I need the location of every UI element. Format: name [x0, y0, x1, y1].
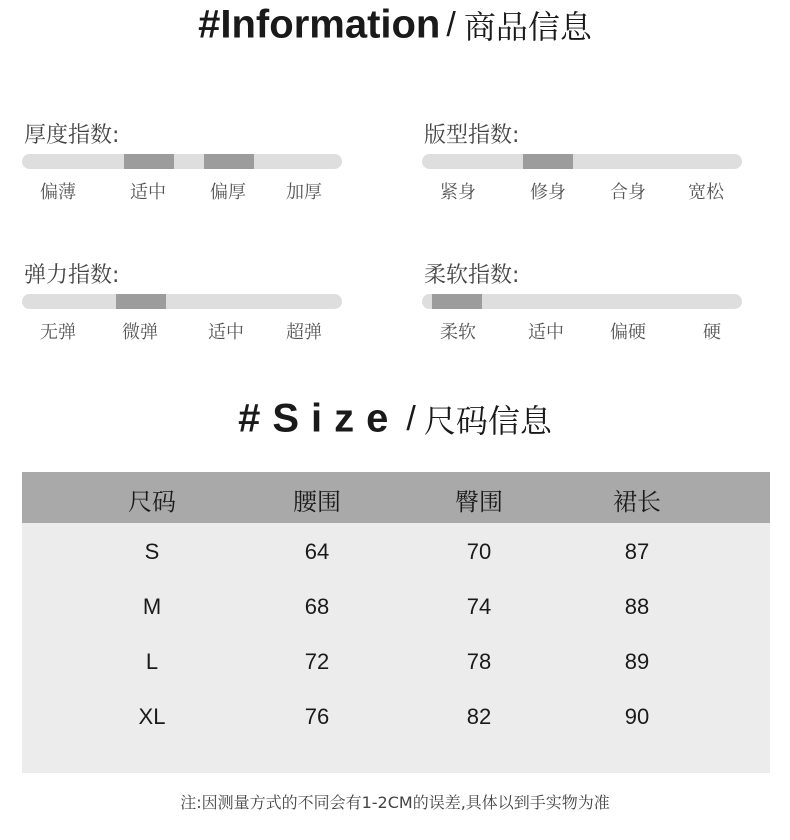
indicator-selected-segment [523, 154, 573, 169]
table-cell: 72 [304, 649, 330, 674]
indicator-label: 柔软指数: [424, 263, 520, 288]
indicator-track [422, 294, 742, 309]
indicator-selected-segment [432, 294, 482, 309]
indicator-selected-segment [204, 154, 254, 169]
header-cell-waist: 腰围 [293, 488, 341, 516]
indicator-option: 修身 [530, 182, 566, 203]
indicator-selected-segment [116, 294, 166, 309]
table-cell: 87 [624, 539, 650, 564]
measurement-note: 注:因测量方式的不同会有1-2CM的误差,具体以到手实物为准 [180, 793, 610, 812]
indicator-option: 合身 [610, 182, 646, 203]
table-cell: S [144, 539, 160, 564]
table-cell: M [142, 594, 162, 619]
indicator-options [22, 178, 342, 202]
information-title-en: #Information [198, 2, 441, 47]
information-title [0, 2, 790, 52]
size-title [0, 396, 790, 446]
indicator-option: 紧身 [440, 182, 476, 203]
indicator-option: 微弹 [122, 322, 158, 343]
size-title-cn: 尺码信息 [423, 402, 552, 440]
indicator-option: 超弹 [286, 322, 322, 343]
indicator-track [22, 294, 342, 309]
indicator-selected-segment [124, 154, 174, 169]
size-table [22, 472, 770, 773]
table-cell: 82 [466, 704, 492, 729]
indicator-option: 适中 [528, 322, 564, 343]
header-cell-size: 尺码 [128, 488, 176, 516]
indicator-options [22, 318, 342, 342]
indicator-label: 弹力指数: [24, 263, 120, 288]
indicator-track [22, 154, 342, 169]
indicator-track [422, 154, 742, 169]
header-cell-length: 裙长 [613, 488, 661, 516]
header-cell-hip: 臀围 [455, 488, 503, 516]
indicator-options [422, 178, 742, 202]
indicator-option: 偏薄 [40, 182, 76, 203]
table-cell: XL [138, 704, 166, 729]
size-table-header [22, 472, 770, 523]
table-cell: 78 [466, 649, 492, 674]
table-cell: 64 [304, 539, 330, 564]
information-title-separator: / [446, 5, 456, 44]
table-cell: 74 [466, 594, 492, 619]
indicator-label: 厚度指数: [24, 123, 120, 148]
table-cell: L [145, 649, 159, 674]
indicator-options [422, 318, 742, 342]
indicator-option: 柔软 [440, 322, 476, 343]
indicator-option: 适中 [130, 182, 166, 203]
table-cell: 88 [624, 594, 650, 619]
table-cell: 76 [304, 704, 330, 729]
table-cell: 70 [466, 539, 492, 564]
size-title-separator: / [406, 399, 416, 438]
indicator-option: 适中 [208, 322, 244, 343]
table-cell: 90 [624, 704, 650, 729]
indicator-option: 偏厚 [210, 182, 246, 203]
indicator-option: 宽松 [688, 182, 724, 203]
indicator-option: 无弹 [40, 322, 76, 343]
indicator-label: 版型指数: [424, 123, 520, 148]
information-title-cn: 商品信息 [463, 8, 592, 46]
indicator-option: 加厚 [286, 182, 322, 203]
table-cell: 68 [304, 594, 330, 619]
size-title-en: #Size [238, 396, 401, 441]
table-cell: 89 [624, 649, 650, 674]
indicator-option: 硬 [703, 322, 721, 343]
indicator-option: 偏硬 [610, 322, 646, 343]
